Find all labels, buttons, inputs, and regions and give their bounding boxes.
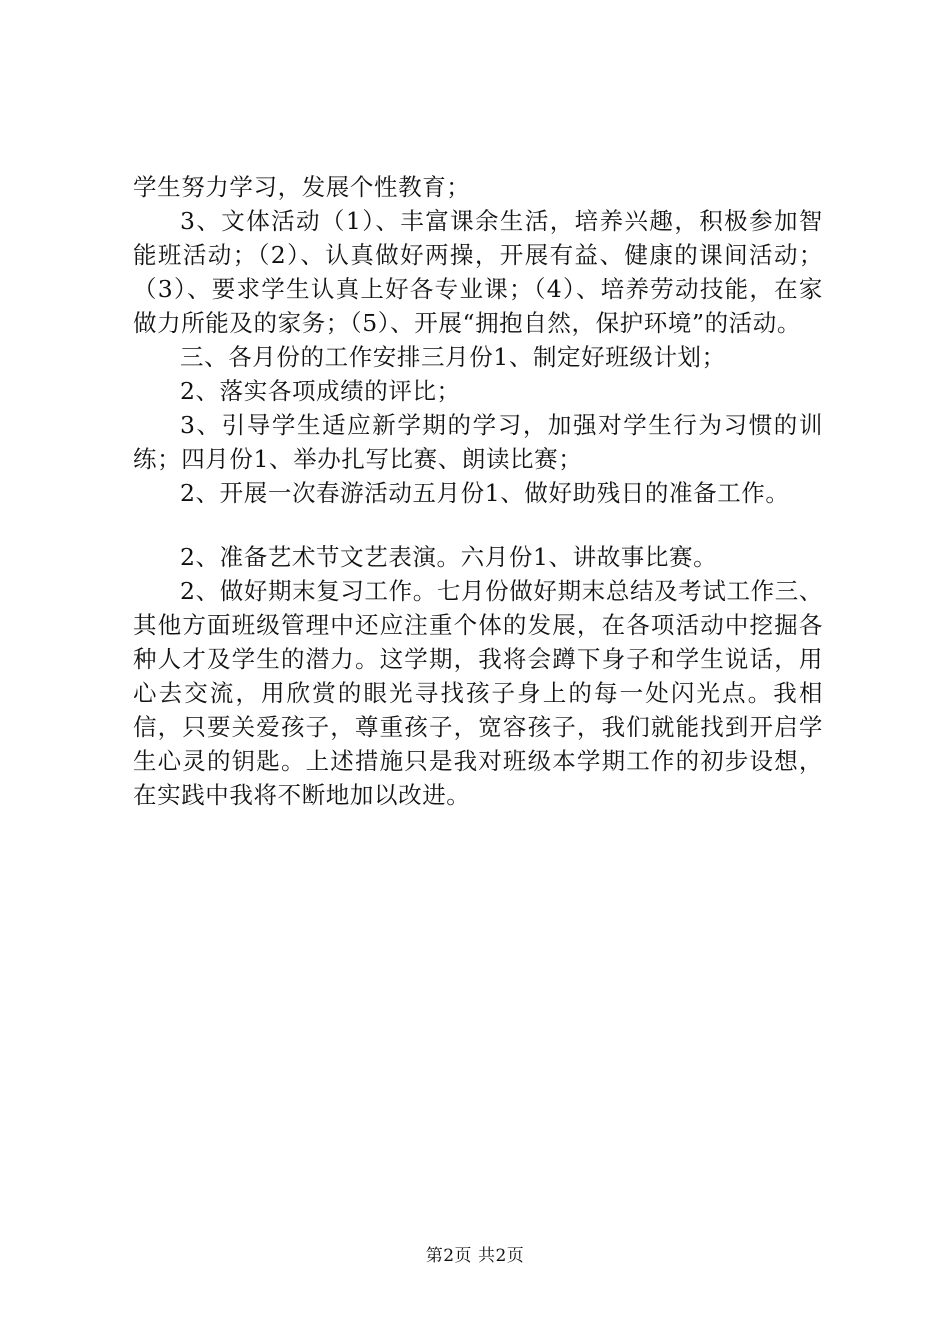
paragraph-2: 3、文体活动（1）、丰富课余生活，培养兴趣，积极参加智能班活动；（2）、认真做好两操，开展有益、健康的课间活动；（3）、要求学生认真上好各专业课；（4）、培养劳动技能，在家做力所能及的家务；（5）、开展“拥抱自然，保护环境”的活动。 [133,207,823,337]
paragraph-6: 2、开展一次春游活动五月份1、做好助残日的准备工作。 [180,479,790,507]
document-body [133,170,823,812]
paragraph-5: 3、引导学生适应新学期的学习，加强对学生行为习惯的训练；四月份1、举办扎写比赛、朗读比赛； [133,411,823,473]
paragraph-3: 三、各月份的工作安排三月份1、制定好班级计划； [180,343,726,371]
paragraph-7: 2、准备艺术节文艺表演。六月份1、讲故事比赛。 [180,543,718,571]
page-footer: 第2页 共2页 [425,1246,525,1266]
paragraph-8: 2、做好期末复习工作。七月份做好期末总结及考试工作三、其他方面班级管理中还应注重个体的发展，在各项活动中挖掘各种人才及学生的潜力。这学期，我将会蹲下身子和学生说话，用心去交流，用欣赏的眼光寻找孩子身上的每一处闪光点。我相信，只要关爱孩子，尊重孩子，宽容孩子，我们就能找到开启学生心灵的钥匙。上述措施只是我对班级本学期工作的初步设想，在实践中我将不断地加以改进。 [133,577,823,809]
paragraph-4: 2、落实各项成绩的评比； [180,377,461,405]
paragraph-1: 学生努力学习，发展个性教育； [133,173,471,201]
